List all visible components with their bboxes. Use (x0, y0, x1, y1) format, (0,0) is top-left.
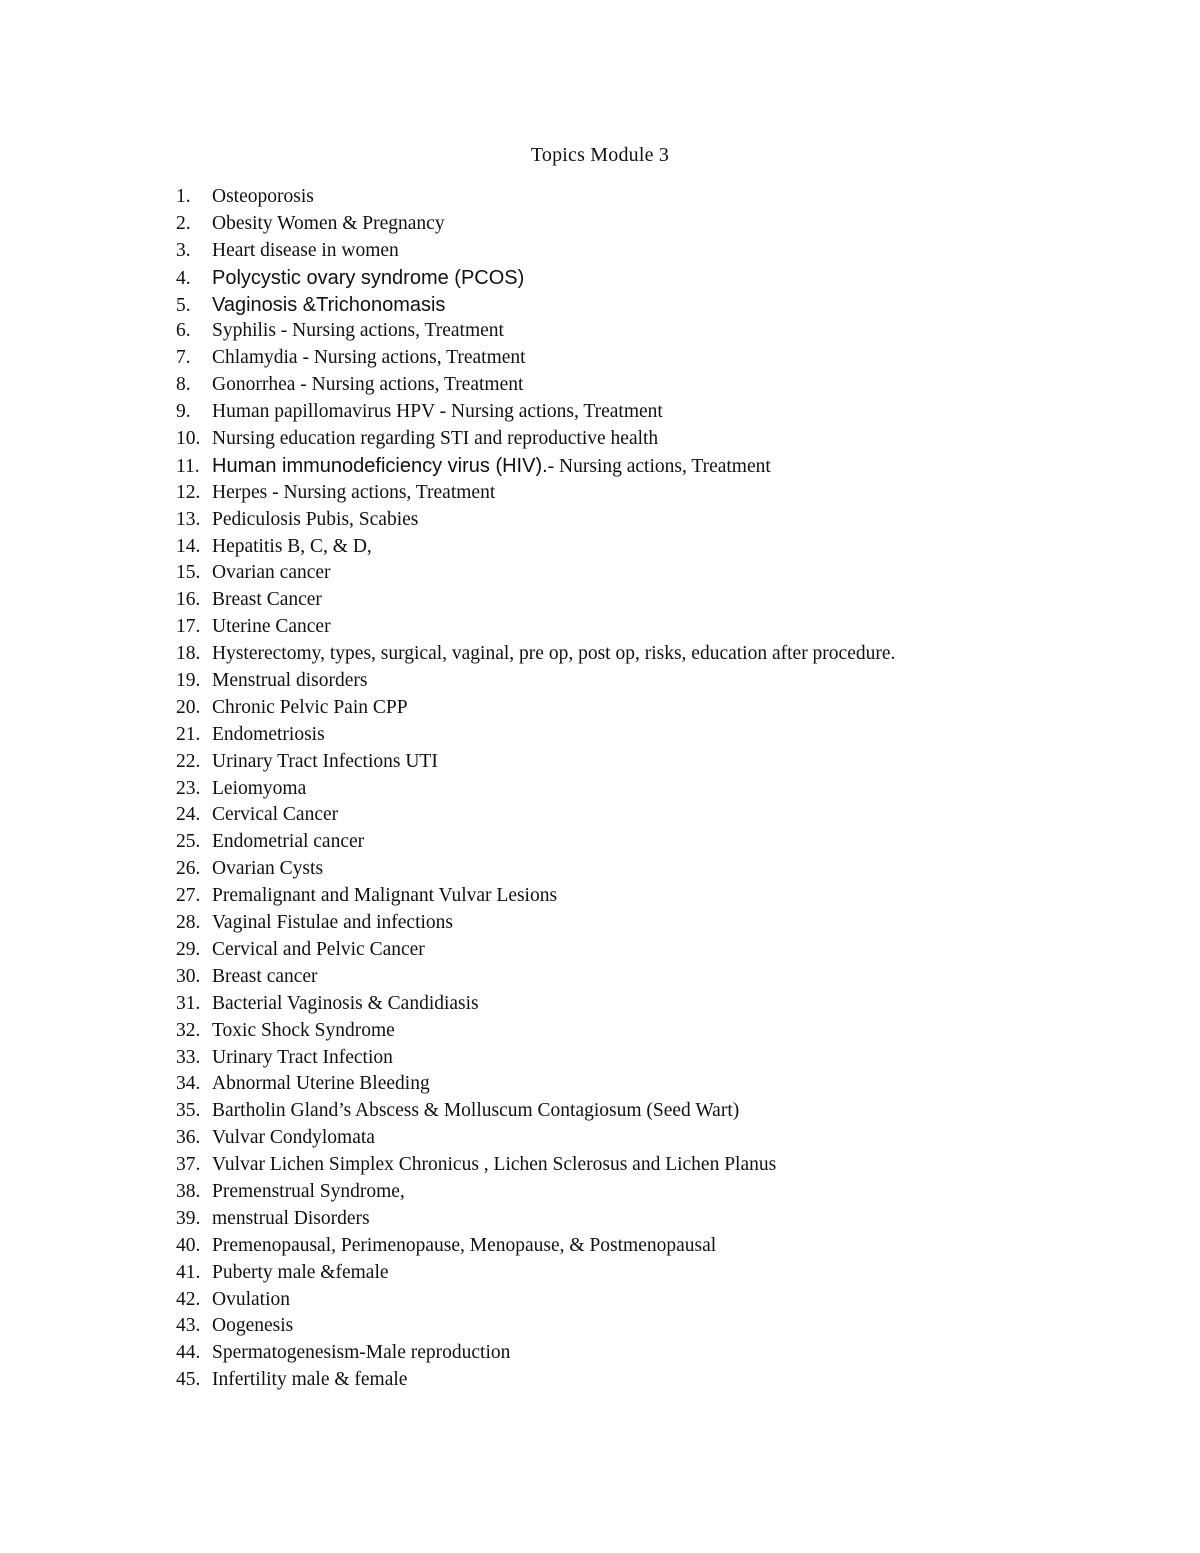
topic-item (176, 1018, 1176, 1045)
topic-item (176, 1206, 1176, 1233)
topic-text: Premenstrual Syndrome, (212, 1180, 405, 1202)
topic-item (176, 211, 1176, 238)
topic-number: 2. (176, 212, 191, 234)
topic-text: menstrual Disorders (212, 1207, 370, 1229)
topic-item (176, 318, 1176, 345)
topic-text: Urinary Tract Infection (212, 1046, 393, 1068)
topic-item (176, 614, 1176, 641)
topic-item (176, 1071, 1176, 1098)
topic-number: 1. (176, 186, 191, 207)
topic-text: Endometriosis (212, 723, 325, 745)
topic-item (176, 1260, 1176, 1287)
topic-item (176, 587, 1176, 614)
topic-item (176, 453, 1176, 480)
topic-item (176, 695, 1176, 722)
topic-text: Human papillomavirus HPV - Nursing actions, Treatment (212, 401, 663, 423)
topic-text: Puberty male &female (212, 1261, 389, 1283)
topic-number: 32. (176, 1019, 201, 1041)
topic-text: Bartholin Gland’s Abscess & Molluscum Contagiosum (Seed Wart) (212, 1100, 740, 1122)
topic-text: Vaginal Fistulae and infections (212, 912, 453, 934)
topic-item (176, 184, 1176, 211)
topic-text: Uterine Cancer (212, 616, 331, 638)
topic-number: 4. (176, 267, 191, 289)
topic-number: 3. (176, 239, 191, 261)
topic-number: 41. (176, 1261, 201, 1283)
topic-item (176, 399, 1176, 426)
topic-number: 8. (176, 374, 191, 396)
topic-text: Breast Cancer (212, 589, 322, 611)
topic-text: Infertility male & female (212, 1369, 408, 1391)
topic-number: 23. (176, 777, 201, 799)
topic-number: 26. (176, 858, 201, 880)
topic-item (176, 345, 1176, 372)
topic-text: Abnormal Uterine Bleeding (212, 1073, 430, 1095)
topic-number: 5. (176, 294, 191, 316)
topic-item (176, 910, 1176, 937)
topic-item (176, 856, 1176, 883)
topic-text: Herpes - Nursing actions, Treatment (212, 481, 496, 503)
topic-item (176, 480, 1176, 507)
topic-item (176, 1287, 1176, 1314)
topic-text: Vulvar Lichen Simplex Chronicus , Lichen Sclerosus and Lichen Planus (212, 1154, 777, 1176)
topic-number: 45. (176, 1369, 201, 1391)
topic-text: Osteoporosis (212, 186, 314, 207)
topic-item (176, 641, 1176, 668)
topic-text: Ovarian Cysts (212, 858, 324, 880)
topic-number: 43. (176, 1315, 201, 1337)
topic-text: Vulvar Condylomata (212, 1127, 375, 1149)
topic-text: Human immunodeficiency virus (HIV). (212, 454, 548, 477)
topic-item (176, 749, 1176, 776)
topic-number: 17. (176, 616, 201, 638)
topic-item (176, 1152, 1176, 1179)
topic-text: Premenopausal, Perimenopause, Menopause, & Postmenopausal (212, 1234, 717, 1256)
topic-number: 42. (176, 1288, 201, 1310)
topic-number: 31. (176, 992, 201, 1014)
topic-text: Toxic Shock Syndrome (212, 1019, 395, 1041)
topic-number: 44. (176, 1342, 201, 1364)
topic-item (176, 426, 1176, 453)
topic-number: 10. (176, 428, 201, 450)
topic-item (176, 991, 1176, 1018)
topic-text: Oogenesis (212, 1315, 294, 1337)
topic-item (176, 937, 1176, 964)
topic-number: 30. (176, 965, 201, 987)
topic-item (176, 560, 1176, 587)
topic-item (176, 1340, 1176, 1367)
topic-item (176, 722, 1176, 749)
topic-item (176, 802, 1176, 829)
topic-item (176, 829, 1176, 856)
topic-text: Spermatogenesism-Male reproduction (212, 1342, 511, 1364)
topic-text: Pediculosis Pubis, Scabies (212, 508, 419, 530)
topic-number: 27. (176, 885, 201, 907)
topic-number: 14. (176, 535, 201, 557)
topic-text: Premalignant and Malignant Vulvar Lesions (212, 885, 558, 907)
topic-text: Urinary Tract Infections UTI (212, 750, 438, 772)
topic-item (176, 668, 1176, 695)
topic-text: Menstrual disorders (212, 670, 368, 692)
topic-item (176, 1098, 1176, 1125)
topic-item (176, 1367, 1176, 1394)
topic-text: Vaginosis &Trichonomasis (212, 293, 446, 316)
topic-number: 40. (176, 1234, 201, 1256)
topic-item (176, 1125, 1176, 1152)
topic-text: Hysterectomy, types, surgical, vaginal, pre op, post op, risks, education after procedure. (212, 643, 896, 665)
topic-item (176, 372, 1176, 399)
topic-number: 20. (176, 696, 201, 718)
topic-text: Chlamydia - Nursing actions, Treatment (212, 347, 526, 369)
topic-number: 18. (176, 643, 201, 665)
topic-item (176, 1045, 1176, 1072)
topic-text: Bacterial Vaginosis & Candidiasis (212, 992, 479, 1014)
topic-text: Ovarian cancer (212, 562, 331, 584)
topic-number: 37. (176, 1154, 201, 1176)
topic-text: Cervical Cancer (212, 804, 339, 826)
topic-text: Polycystic ovary syndrome (PCOS) (212, 266, 525, 289)
topic-number: 21. (176, 723, 201, 745)
topic-text: Ovulation (212, 1288, 290, 1310)
topic-number: 6. (176, 320, 191, 342)
topic-text: Hepatitis B, C, & D, (212, 535, 372, 557)
topic-text: Chronic Pelvic Pain CPP (212, 696, 408, 718)
topic-item (176, 507, 1176, 534)
topic-item (176, 1179, 1176, 1206)
topic-text: Nursing education regarding STI and reproductive health (212, 428, 659, 450)
topic-text: Leiomyoma (212, 777, 307, 799)
page-title: Topics Module 3 (530, 144, 670, 166)
topic-item (176, 534, 1176, 561)
topic-number: 9. (176, 401, 191, 423)
topic-number: 38. (176, 1180, 201, 1202)
topic-text: Gonorrhea - Nursing actions, Treatment (212, 374, 524, 396)
topic-item (176, 1313, 1176, 1340)
topic-item (176, 238, 1176, 265)
topic-number: 19. (176, 670, 201, 692)
topic-number: 24. (176, 804, 201, 826)
topic-number: 12. (176, 481, 201, 503)
topic-item (176, 292, 1176, 319)
topic-text: Endometrial cancer (212, 831, 365, 853)
topic-item (176, 265, 1176, 292)
topic-list (176, 184, 1176, 1394)
topic-text: Syphilis - Nursing actions, Treatment (212, 320, 504, 342)
topic-item (176, 1233, 1176, 1260)
topic-number: 34. (176, 1073, 201, 1095)
topic-number: 39. (176, 1207, 201, 1229)
topic-item (176, 776, 1176, 803)
topic-number: 15. (176, 562, 201, 584)
topic-text-tail: - Nursing actions, Treatment (547, 455, 771, 477)
topic-item (176, 883, 1176, 910)
topic-text: Heart disease in women (212, 239, 399, 261)
topic-text: Cervical and Pelvic Cancer (212, 938, 425, 960)
topic-number: 22. (176, 750, 201, 772)
topic-number: 16. (176, 589, 201, 611)
topic-number: 7. (176, 347, 191, 369)
topic-text: Obesity Women & Pregnancy (212, 212, 445, 234)
topic-number: 28. (176, 912, 201, 934)
topic-number: 33. (176, 1046, 201, 1068)
topic-item (176, 964, 1176, 991)
topic-number: 29. (176, 938, 201, 960)
topic-number: 36. (176, 1127, 201, 1149)
topic-number: 25. (176, 831, 201, 853)
topic-text: Breast cancer (212, 965, 318, 987)
topic-number: 13. (176, 508, 201, 530)
topic-number: 11. (176, 455, 200, 477)
topic-number: 35. (176, 1100, 201, 1122)
